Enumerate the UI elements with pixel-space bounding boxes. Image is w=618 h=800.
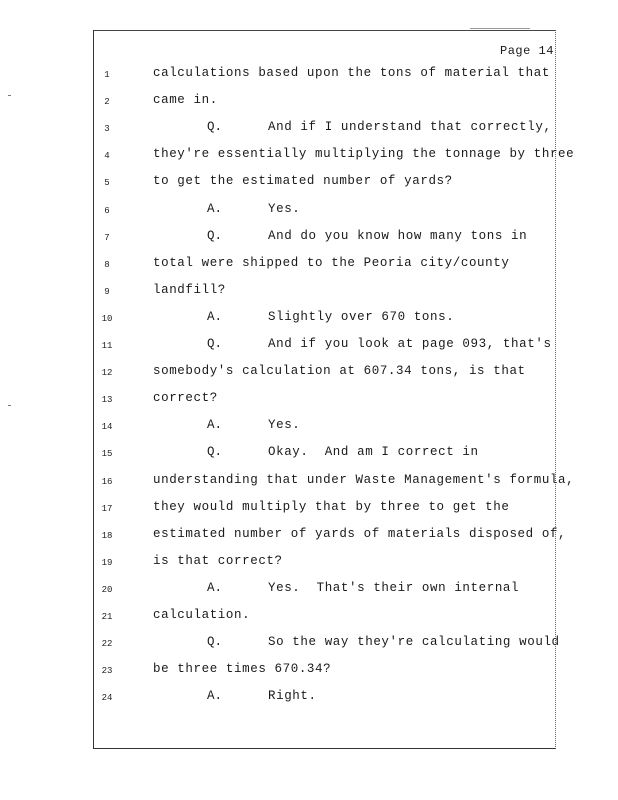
line-text: Yes. That's their own internal bbox=[268, 581, 520, 595]
line-text: Right. bbox=[268, 689, 317, 703]
transcript-line bbox=[0, 418, 618, 438]
line-number: 5 bbox=[104, 178, 110, 188]
transcript-line bbox=[0, 66, 618, 86]
line-text: And do you know how many tons in bbox=[268, 229, 528, 243]
line-text: Yes. bbox=[268, 418, 301, 432]
scan-artifact bbox=[470, 28, 530, 29]
transcript-line bbox=[0, 500, 618, 520]
line-number: 21 bbox=[101, 612, 113, 622]
line-text: landfill? bbox=[153, 283, 226, 297]
speaker-label: Q. bbox=[207, 120, 223, 134]
speaker-label: Q. bbox=[207, 445, 223, 459]
line-text: Okay. And am I correct in bbox=[268, 445, 479, 459]
speaker-label: A. bbox=[207, 310, 223, 324]
transcript-line bbox=[0, 364, 618, 384]
line-text: estimated number of yards of materials disposed of, bbox=[153, 527, 567, 541]
scan-artifact bbox=[8, 405, 11, 406]
transcript-line bbox=[0, 445, 618, 465]
transcript-line bbox=[0, 337, 618, 357]
line-text: So the way they're calculating would bbox=[268, 635, 560, 649]
line-number: 22 bbox=[101, 639, 113, 649]
line-number: 2 bbox=[104, 97, 110, 107]
transcript-line bbox=[0, 662, 618, 682]
line-number: 6 bbox=[104, 206, 110, 216]
line-number: 19 bbox=[101, 558, 113, 568]
line-text: Slightly over 670 tons. bbox=[268, 310, 455, 324]
line-text: calculations based upon the tons of material that bbox=[153, 66, 550, 80]
transcript-line bbox=[0, 120, 618, 140]
speaker-label: Q. bbox=[207, 229, 223, 243]
line-text: correct? bbox=[153, 391, 218, 405]
line-text: calculation. bbox=[153, 608, 251, 622]
line-text: they're essentially multiplying the tonnage by three bbox=[153, 147, 575, 161]
transcript-line bbox=[0, 527, 618, 547]
transcript-line bbox=[0, 689, 618, 709]
line-number: 15 bbox=[101, 449, 113, 459]
line-number: 10 bbox=[101, 314, 113, 324]
line-number: 20 bbox=[101, 585, 113, 595]
page-number: Page 14 bbox=[500, 44, 554, 58]
transcript-line bbox=[0, 93, 618, 113]
line-text: came in. bbox=[153, 93, 218, 107]
line-number: 7 bbox=[104, 233, 110, 243]
line-text: understanding that under Waste Management's formula, bbox=[153, 473, 575, 487]
line-number: 4 bbox=[104, 151, 110, 161]
line-number: 13 bbox=[101, 395, 113, 405]
line-number: 24 bbox=[101, 693, 113, 703]
transcript-line bbox=[0, 581, 618, 601]
transcript-line bbox=[0, 473, 618, 493]
line-number: 17 bbox=[101, 504, 113, 514]
speaker-label: A. bbox=[207, 202, 223, 216]
transcript-line bbox=[0, 554, 618, 574]
line-text: they would multiply that by three to get the bbox=[153, 500, 510, 514]
speaker-label: Q. bbox=[207, 337, 223, 351]
speaker-label: Q. bbox=[207, 635, 223, 649]
transcript-line bbox=[0, 229, 618, 249]
transcript-line bbox=[0, 147, 618, 167]
transcript-line bbox=[0, 635, 618, 655]
line-number: 1 bbox=[104, 70, 110, 80]
line-number: 14 bbox=[101, 422, 113, 432]
transcript-line bbox=[0, 310, 618, 330]
speaker-label: A. bbox=[207, 418, 223, 432]
speaker-label: A. bbox=[207, 689, 223, 703]
transcript-line bbox=[0, 256, 618, 276]
line-number: 16 bbox=[101, 477, 113, 487]
line-text: somebody's calculation at 607.34 tons, is that bbox=[153, 364, 526, 378]
line-number: 23 bbox=[101, 666, 113, 676]
line-number: 11 bbox=[101, 341, 113, 351]
transcript-line bbox=[0, 283, 618, 303]
line-number: 3 bbox=[104, 124, 110, 134]
line-text: And if I understand that correctly, bbox=[268, 120, 552, 134]
transcript-line bbox=[0, 202, 618, 222]
line-number: 9 bbox=[104, 287, 110, 297]
line-text: to get the estimated number of yards? bbox=[153, 174, 453, 188]
transcript-line bbox=[0, 608, 618, 628]
line-text: And if you look at page 093, that's bbox=[268, 337, 552, 351]
speaker-label: A. bbox=[207, 581, 223, 595]
transcript-line bbox=[0, 391, 618, 411]
scan-artifact bbox=[8, 95, 11, 96]
line-text: be three times 670.34? bbox=[153, 662, 332, 676]
line-text: is that correct? bbox=[153, 554, 283, 568]
line-number: 18 bbox=[101, 531, 113, 541]
line-text: total were shipped to the Peoria city/county bbox=[153, 256, 510, 270]
line-number: 8 bbox=[104, 260, 110, 270]
transcript-line bbox=[0, 174, 618, 194]
line-number: 12 bbox=[101, 368, 113, 378]
line-text: Yes. bbox=[268, 202, 301, 216]
